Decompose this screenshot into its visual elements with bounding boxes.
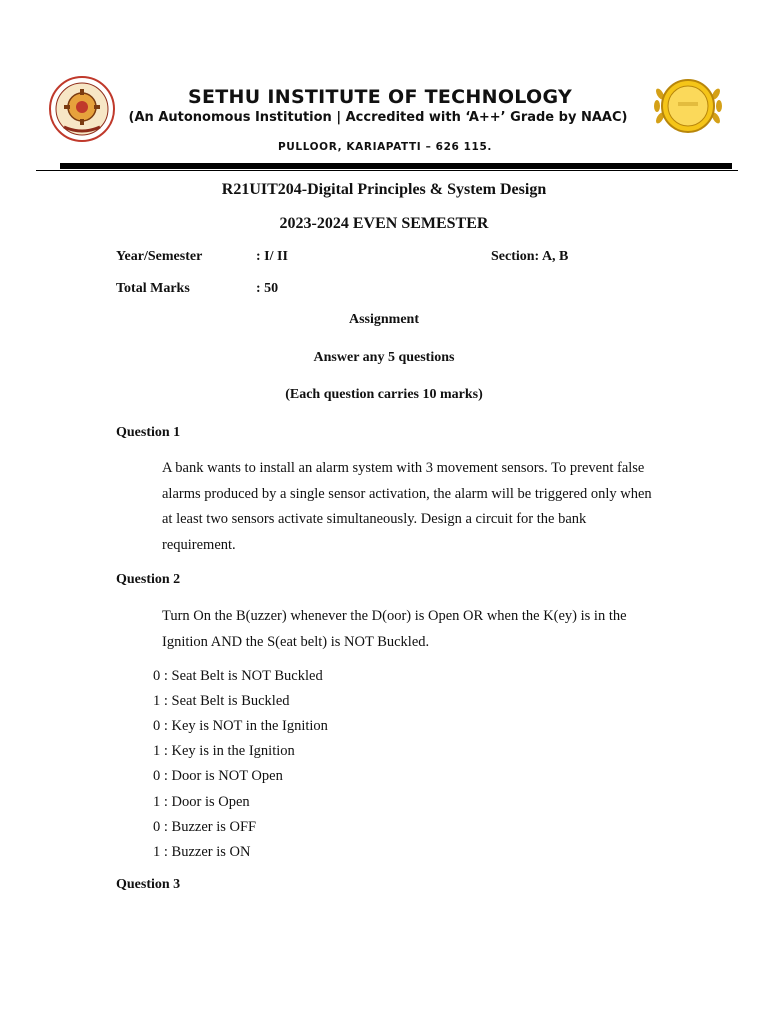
legend-item: 1 : Seat Belt is Buckled (153, 693, 290, 709)
header-divider-thin (36, 170, 738, 171)
year-semester-label: Year/Semester (116, 249, 203, 264)
section-label: Section: A, B (491, 249, 569, 264)
legend-item: 1 : Key is in the Ignition (153, 743, 295, 759)
question-2-text: Turn On the B(uzzer) whenever the D(oor) is Open OR when the K(ey) is in the Ignition AND the S(eat belt) is NOT Buckled. (162, 608, 627, 650)
answer-note: Answer any 5 questions (313, 350, 455, 365)
legend-item: 0 : Seat Belt is NOT Buckled (153, 668, 323, 684)
total-marks-label: Total Marks (116, 281, 190, 296)
legend-item: 1 : Door is Open (153, 794, 250, 810)
course-title: R21UIT204-Digital Principles & System Design (221, 181, 547, 198)
year-semester-value: : I/ II (256, 249, 288, 264)
assignment-heading: Assignment (348, 312, 419, 327)
college-seal-icon (48, 75, 116, 145)
question-1-heading: Question 1 (116, 425, 181, 440)
legend-item: 0 : Key is NOT in the Ignition (153, 718, 328, 734)
naac-a-plus-plus-badge-icon (652, 74, 724, 140)
question-2-heading: Question 2 (116, 572, 181, 587)
question-3-heading: Question 3 (116, 877, 181, 892)
marks-note: (Each question carries 10 marks) (285, 387, 483, 402)
legend-item: 1 : Buzzer is ON (153, 844, 251, 860)
legend-item: 0 : Door is NOT Open (153, 768, 283, 784)
header-divider (60, 163, 732, 169)
institution-name: SETHU INSTITUTE OF TECHNOLOGY (188, 86, 572, 108)
total-marks-value: : 50 (256, 281, 279, 296)
institution-address: PULLOOR, KARIAPATTI – 626 115. (278, 141, 492, 153)
institution-subtitle: (An Autonomous Institution | Accredited with ‘A++’ Grade by NAAC) (128, 110, 628, 125)
semester-label: 2023-2024 EVEN SEMESTER (279, 215, 489, 232)
question-1-text: A bank wants to install an alarm system with 3 movement sensors. To prevent false alarms produced by a single sensor activation, the alarm will be triggered only when at least two sensors activate simultaneously. Design a circuit for the bank requirement. (162, 460, 652, 553)
legend-item: 0 : Buzzer is OFF (153, 819, 257, 835)
